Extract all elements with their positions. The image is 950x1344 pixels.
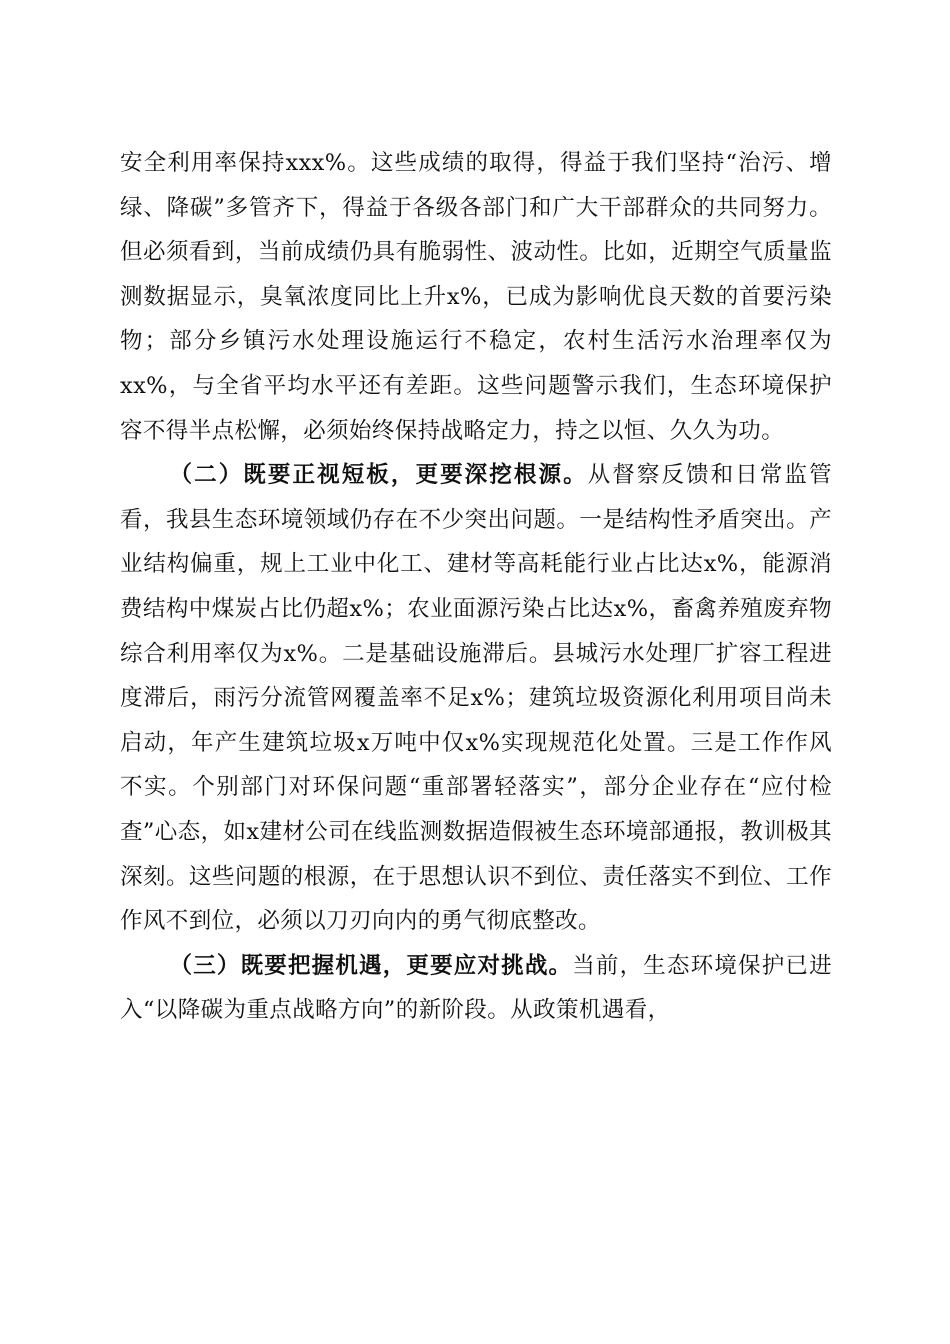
paragraph-text: 安全利用率保持xxx%。这些成绩的取得，得益于我们坚持“治污、增绿、降碳”多管齐下，得益于各级各部门和广大干部群众的共同努力。但必须看到，当前成绩仍具有脆弱性、波动性。比如，近期空气质量监测数据显示，臭氧浓度同比上升x%，已成为影响优良天数的首要污染物；部分乡镇污水处理设施运行不稳定，农村生活污水治理率仅为xx%，与全省平均水平还有差距。这些问题警示我们，生态环境保护容不得半点松懈，必须始终保持战略定力，持之以恒、久久为功。 — [120, 150, 832, 444]
paragraph-section-3 — [120, 944, 832, 1033]
paragraph-text: 当前，生态环境保护已进入“以降碳为重点战略方向”的新阶段。从政策机遇看， — [120, 952, 832, 1024]
section-heading: （三）既要把握机遇，更要应对挑战。 — [169, 952, 573, 979]
paragraph-continuation — [120, 141, 832, 453]
section-heading: （二）既要正视短板，更要深挖根源。 — [169, 462, 588, 489]
paragraph-text: 从督察反馈和日常监管看，我县生态环境领域仍存在不少突出问题。一是结构性矛盾突出。产业结构偏重，规上工业中化工、建材等高耗能行业占比达x%，能源消费结构中煤炭占比仍超x%；农业面源污染占比达x%，畜禽养殖废弃物综合利用率仅为x%。二是基础设施滞后。县城污水处理厂扩容工程进度滞后，雨污分流管网覆盖率不足x%；建筑垃圾资源化利用项目尚未启动，年产生建筑垃圾x万吨中仅x%实现规范化处置。三是工作作风不实。个别部门对环保问题“重部署轻落实”，部分企业存在“应付检查”心态，如x建材公司在线监测数据造假被生态环境部通报，教训极其深刻。这些问题的根源，在于思想认识不到位、责任落实不到位、工作作风不到位，必须以刀刃向内的勇气彻底整改。 — [120, 462, 832, 935]
paragraph-section-2 — [120, 453, 832, 944]
document-body — [120, 141, 832, 1033]
